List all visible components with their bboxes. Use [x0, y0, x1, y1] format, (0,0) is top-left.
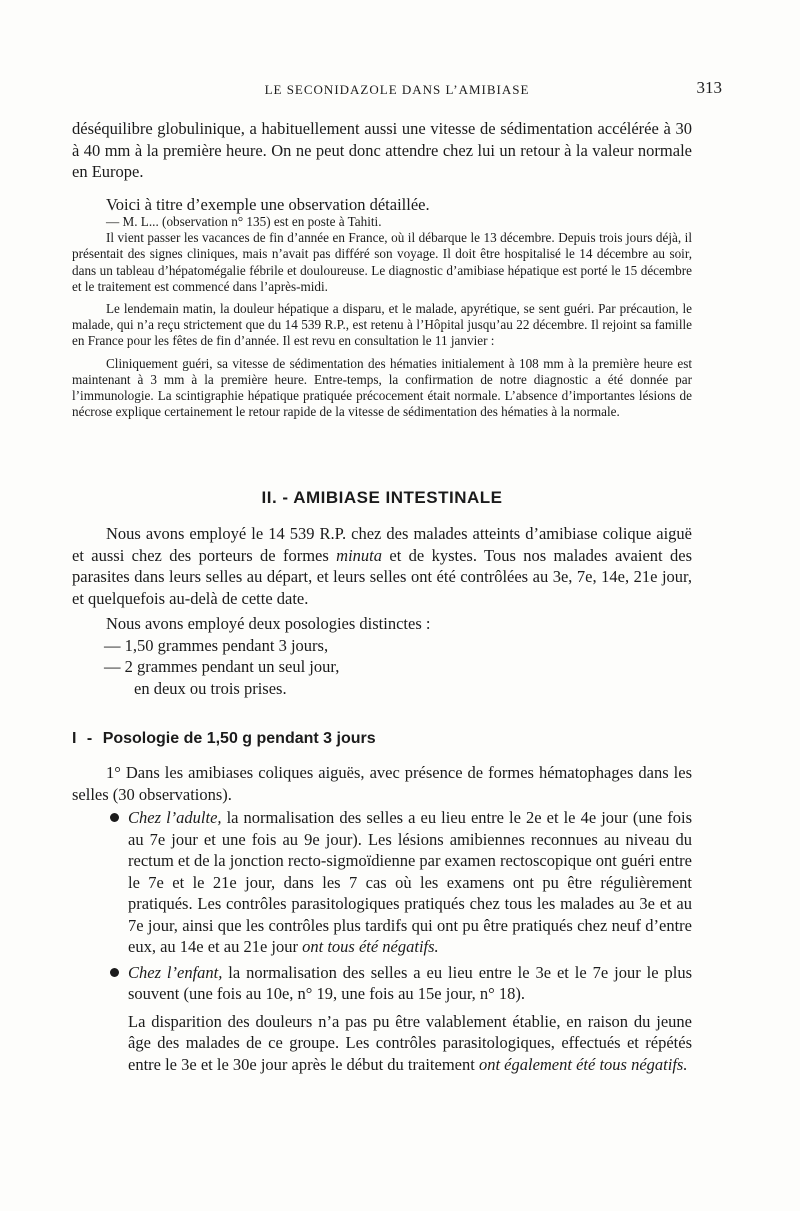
text-run: la normalisation des selles a eu lieu entre le 3e et le 7e jour le plus souvent (une fois au 10e, n° 19, une fois au 15e jour, n° 18). — [128, 962, 692, 1003]
observation-block — [72, 214, 692, 420]
text-run-italic: Chez l’adulte, — [128, 808, 222, 827]
pain-paragraph — [72, 1011, 692, 1076]
observation-p1: — M. L... (observation n° 135) est en poste à Tahiti. — [106, 214, 382, 229]
text-run: et de kystes. Tous nos malades avaient des parasites dans leurs selles au départ, et leurs selles ont été contrôlées au 3e, 7e, 14e, 21e jour, et quelquefois au-delà de cette date. — [72, 545, 692, 608]
subsection-intro: 1° Dans les amibiases coliques aiguës, avec présence de formes hématophages dans les selles (30 observations). — [72, 763, 692, 804]
text-run-italic: ont tous été négatifs. — [302, 937, 439, 956]
example-intro: Voici à titre d’exemple une observation détaillée. — [106, 194, 430, 214]
section-body — [72, 523, 692, 699]
text-run-italic: minuta — [336, 545, 383, 565]
text-run-italic: Chez l’enfant, — [128, 962, 223, 982]
text-run: Nous avons employé le 14 539 R.P. chez des malades atteints d’amibiase colique aiguë et aussi chez des porteurs de formes — [72, 524, 692, 565]
running-title: LE SECONIDAZOLE DANS L’AMIBIASE — [264, 82, 530, 97]
subsection-title: Posologie de 1,50 g pendant 3 jours — [102, 730, 376, 747]
text-run: la normalisation des selles a eu lieu entre le 2e et le 4e jour (une fois au 7e jour et une fois au 9e jour). Les lésions amibiennes reconnues au niveau du rectum et de la jonction recto-sigmoïdienne par examen rectoscopique ont guéri entre le 7e et le 21e jour, dans les 7 cas où les examens ont pu être régulièrement pratiqués. Les contrôles parasitologiques pratiqués chez tous les malades au 3e et au 7e jour, ainsi que les contrôles plus tardifs qui ont pu être pratiqués chez neuf d’entre eux, au 14e et au 21e jour — [128, 808, 692, 956]
observation-p4: Cliniquement guéri, sa vitesse de sédimentation des hématies initialement à 108 mm à la première heure est maintenant à 3 mm à la première heure. Entre-temps, la confirmation de notre diagnostic a été donnée par l’immunologie. La scintigraphie hépatique pratiquée précocement était normale. L’absence d’importantes lésions de nécrose explique certainement le retour rapide de la vitesse de sédimentation des hématies à la normale. — [72, 355, 692, 420]
section-paragraph-1 — [72, 523, 692, 609]
child-paragraph — [128, 962, 692, 1005]
text-run: La disparition des douleurs n’a pas pu être valablement établie, en raison du jeune âge des malades de ce groupe. Les contrôles parasitologiques, effectués et répétés entre le 3e et le 30e jour après le début du traitement — [128, 1011, 692, 1074]
continued-paragraph: déséquilibre globulinique, a habituellement aussi une vitesse de sédimentation accélérée à 30 à 40 mm à la première heure. On ne peut donc attendre chez lui un retour à la valeur normale en Europe. — [72, 119, 692, 181]
intro-block — [72, 118, 692, 215]
observation-p3: Le lendemain matin, la douleur hépatique a disparu, et le malade, apyrétique, se sent guéri. Par précaution, le malade, qui n’a reçu strictement que du 14 539 R.P., est retenu à l’Hôpital jusqu’au 22 décembre. Il rejoint sa famille en France pour les fêtes de fin d’année. Il est revu en consultation le 11 janvier : — [72, 301, 692, 349]
section-title: AMIBIASE INTESTINALE — [293, 488, 503, 507]
bullet-icon — [110, 813, 119, 822]
page-header — [72, 78, 722, 102]
section-numeral: II. — [261, 488, 278, 507]
subsection-numeral: I — [72, 730, 77, 747]
section-heading — [72, 488, 692, 508]
bullet-icon — [110, 968, 119, 977]
section-paragraph-2: Nous avons employé deux posologies distinctes : — [106, 614, 431, 633]
subsection-heading — [72, 730, 692, 748]
dosage-item-1: — 1,50 grammes pendant 3 jours, — [104, 635, 329, 655]
child-item — [72, 962, 692, 1005]
page-number: 313 — [696, 78, 722, 97]
subsection-body — [72, 762, 692, 1075]
section-dash: - — [282, 488, 289, 507]
text-run-italic: ont également été tous négatifs. — [478, 1054, 688, 1074]
dosage-item-2: — 2 grammes pendant un seul jour, — [104, 657, 340, 676]
subsection-dash: - — [86, 730, 93, 747]
adult-item — [72, 807, 692, 958]
adult-paragraph — [128, 807, 692, 958]
observation-p2: Il vient passer les vacances de fin d’année en France, où il débarque le 13 décembre. Depuis trois jours déjà, il présentait des signes cliniques, mais n’avait pas différé son voyage. Il doit être hospitalisé le 14 décembre au soir, dans un tableau d’hépatomégalie fébrile et douloureuse. Le diagnostic d’amibiase hépatique est porté le 15 décembre et le traitement est commencé dans l’après-midi. — [72, 230, 692, 294]
dosage-item-2-cont: en deux ou trois prises. — [134, 678, 287, 698]
